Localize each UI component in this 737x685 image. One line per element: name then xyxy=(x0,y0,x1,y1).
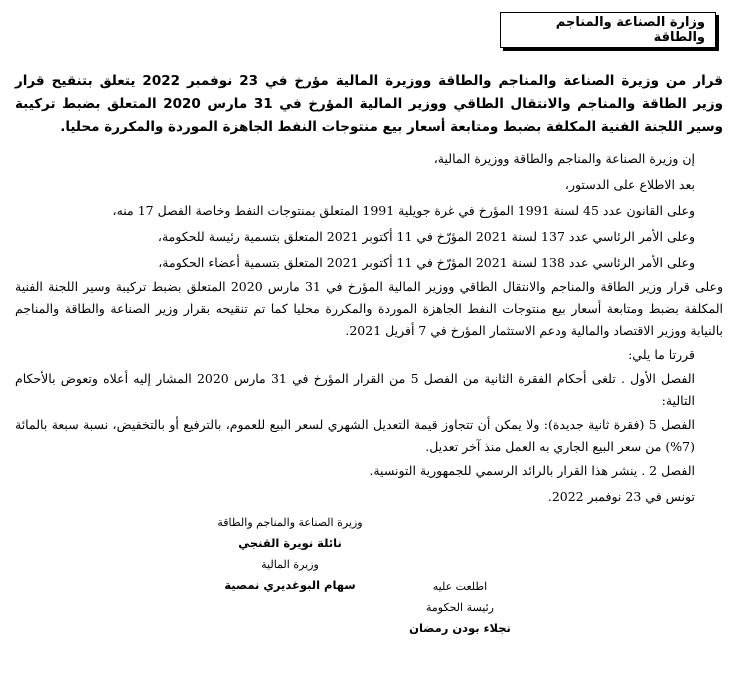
article-2: الفصل 2 . ينشر هذا القرار بالرائد الرسمي للجمهورية التونسية. xyxy=(369,463,695,478)
place-date: تونس في 23 نوفمبر 2022. xyxy=(547,489,695,504)
minister2-name: سهام البوغديري نمصية xyxy=(224,578,356,592)
article-1: الفصل الأول . تلغى أحكام الفقرة الثانية من الفصل 5 من القرار المؤرخ في 31 مارس 2020 المشار إليه أعلاه وتعوض بالأحكام التالية: xyxy=(15,371,696,408)
decree-title: قرار من وزيرة الصناعة والمناجم والطاقة ووزيرة المالية مؤرخ في 23 نوفمبر 2022 يتعلق بتنقيح قرار وزير الطاقة والمناجم والانتقال الطاقي ووزير المالية المؤرخ في 31 مارس 2020 المتعلق بضبط تركيبة وسير اللجنة الفنية المكلفة بضبط ومتابعة أسعار بيع منتوجات النفط الجاهزة الموردة والمكررة محليا. xyxy=(15,73,724,135)
minister2-title: وزيرة المالية xyxy=(261,558,319,571)
decision-intro: قررتا ما يلي: xyxy=(628,347,695,362)
preamble-constitution: بعد الاطلاع على الدستور، xyxy=(564,177,695,192)
preamble-decree-137: وعلى الأمر الرئاسي عدد 137 لسنة 2021 المؤرّخ في 11 أكتوبر 2021 المتعلق بتسمية رئيسة للحكومة، xyxy=(157,229,695,244)
pm-name: نجلاء بودن رمضان xyxy=(409,621,511,635)
minister1-name: نائلة نويرة القنجي xyxy=(238,536,342,550)
ministry-header-box xyxy=(500,12,716,48)
ministry-title: وزارة الصناعة والمناجم والطاقة xyxy=(555,15,705,45)
article-5-new: الفصل 5 (فقرة ثانية جديدة): ولا يمكن أن تتجاوز قيمة التعديل الشهري لسعر البيع للعموم، بالترفيع أو بالتخفيض، نسبة سبعة بالمائة (7%) من سعر البيع الجاري به العمل منذ آخر تعديل. xyxy=(15,417,696,454)
minister1-title: وزيرة الصناعة والمناجم والطاقة xyxy=(217,516,363,529)
preamble-prior-decision: وعلى قرار وزير الطاقة والمناجم والانتقال الطاقي ووزير المالية المؤرخ في 31 مارس 2020 المتعلق بضبط تركيبة وسير اللجنة الفنية المكلفة بضبط ومتابعة أسعار بيع منتوجات النفط الجاهزة الموردة والمكررة محليا كما تم تنقيحه بقرار وزير الصناعة والطاقة والمناجم بالنيابة ووزير الاقتصاد والمالية ودعم الاستثمار المؤرخ في 7 أفريل 2021. xyxy=(15,279,724,338)
preamble-decree-138: وعلى الأمر الرئاسي عدد 138 لسنة 2021 المؤرّخ في 11 أكتوبر 2021 المتعلق بتسمية أعضاء الحكومة، xyxy=(158,255,695,270)
pm-signature xyxy=(385,576,535,639)
pm-title: رئيسة الحكومة xyxy=(426,601,494,614)
minister-signatures xyxy=(210,512,370,596)
preamble-law: وعلى القانون عدد 45 لسنة 1991 المؤرخ في غرة جويلية 1991 المتعلق بمنتوجات النفط وخاصة الفصل 17 منه، xyxy=(112,203,695,218)
seen-label: اطلعت عليه xyxy=(432,580,488,593)
preamble-intro: إن وزيرة الصناعة والمناجم والطاقة ووزيرة المالية، xyxy=(433,151,695,166)
